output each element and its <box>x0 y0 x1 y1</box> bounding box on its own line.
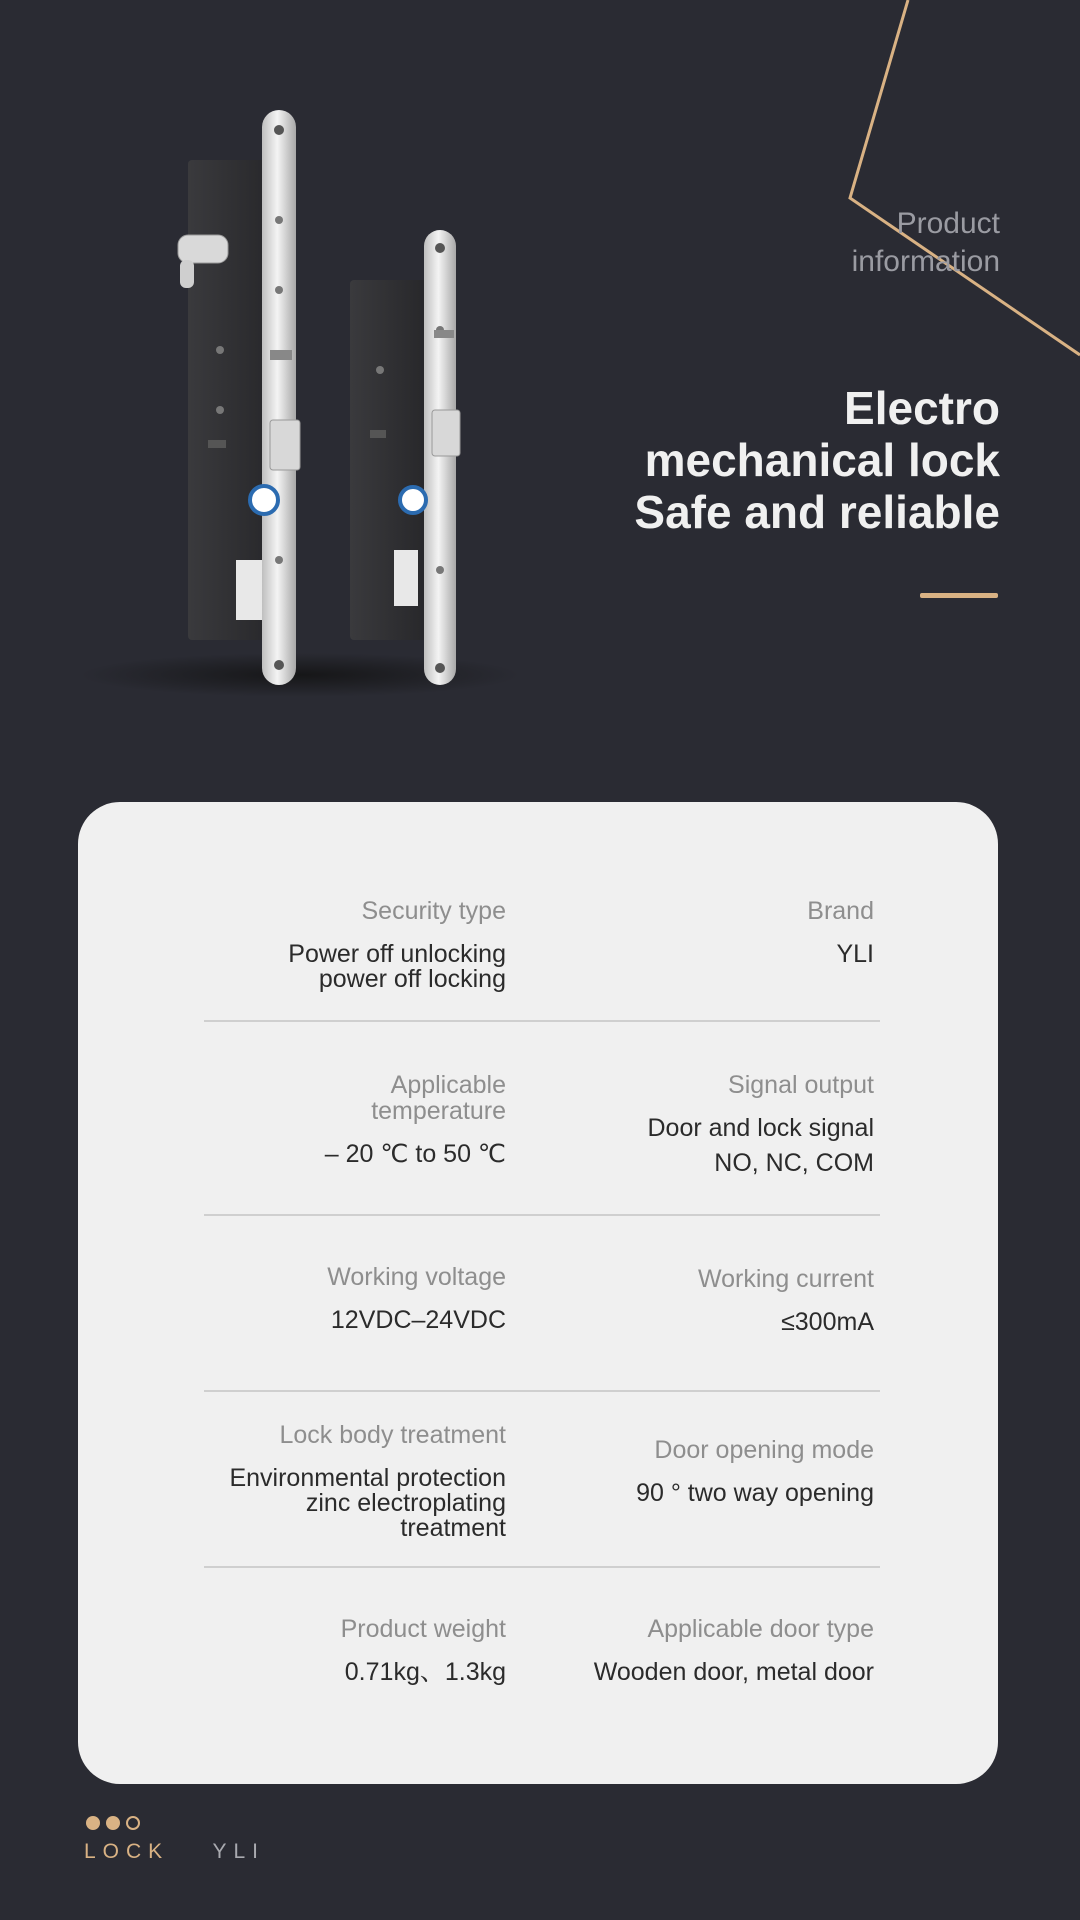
spec-row <box>204 1022 880 1216</box>
spec-item-working-voltage <box>206 1264 506 1333</box>
spec-value <box>206 1660 506 1685</box>
spec-label-line: Security type <box>361 897 506 925</box>
spec-value-line: 12VDC–24VDC <box>330 1306 506 1334</box>
spec-label-line: Signal output <box>728 1071 874 1099</box>
spec-label-line: Product weight <box>340 1615 506 1643</box>
spec-label <box>206 1072 506 1124</box>
spec-label-line: temperature <box>371 1097 506 1125</box>
spec-value <box>206 1466 506 1541</box>
spec-row <box>204 1568 880 1718</box>
spec-item-door-opening-mode <box>574 1437 874 1506</box>
spec-item-lock-body-treatment <box>206 1422 506 1541</box>
spec-value <box>574 942 874 967</box>
spec-value <box>574 1310 874 1335</box>
spec-value-line: ≤300mA <box>781 1308 874 1336</box>
spec-item-security-type <box>206 898 506 992</box>
hero-title <box>480 382 1000 538</box>
spec-value-line: Power off unlocking <box>288 940 506 968</box>
spec-label <box>574 898 874 924</box>
product-info-line: information <box>851 245 1000 278</box>
footer-lock-word: LOCK <box>84 1840 170 1863</box>
spec-label <box>206 1616 506 1642</box>
product-image <box>60 90 530 710</box>
product-info-line: Product <box>896 207 1000 240</box>
spec-item-working-current <box>574 1266 874 1335</box>
hero-title-line: Electro <box>844 382 1000 434</box>
product-information-label <box>740 205 1000 281</box>
spec-value-line: zinc electroplating <box>305 1489 506 1517</box>
spec-label-line: Applicable door type <box>647 1615 874 1643</box>
spec-value-line: Environmental protection <box>229 1464 506 1492</box>
spec-value-line: Door and lock signal <box>647 1114 874 1142</box>
spec-label <box>574 1437 874 1463</box>
spec-label-line: Working voltage <box>327 1263 506 1291</box>
brand-footer <box>84 1840 265 1864</box>
spec-label-line: Lock body treatment <box>279 1421 506 1449</box>
spec-label-line: Working current <box>698 1265 874 1293</box>
spec-value-line: 0.71kg、1.3kg <box>344 1658 506 1686</box>
spec-label-line: Door opening mode <box>654 1436 874 1464</box>
spec-label <box>206 1422 506 1448</box>
spec-item-applicable-temperature <box>206 1072 506 1167</box>
spec-value <box>206 1142 506 1167</box>
spec-label-line: Brand <box>807 897 874 925</box>
spec-item-product-weight <box>206 1616 506 1685</box>
spec-value-line: YLI <box>836 940 874 968</box>
spec-label-line: Applicable <box>390 1071 506 1099</box>
page-dot-active[interactable] <box>86 1816 100 1830</box>
spec-label <box>206 1264 506 1290</box>
spec-item-brand <box>574 898 874 967</box>
spec-value <box>206 942 506 992</box>
spec-label <box>574 1072 874 1098</box>
spec-row <box>204 1392 880 1568</box>
spec-value-line: 90 ° two way opening <box>636 1479 874 1507</box>
spec-label <box>574 1616 874 1642</box>
spec-value-line: treatment <box>400 1514 506 1542</box>
spec-label <box>206 898 506 924</box>
spec-value <box>574 1660 874 1685</box>
page-dot-active[interactable] <box>106 1816 120 1830</box>
spec-item-applicable-door-type <box>574 1616 874 1685</box>
title-underline <box>920 593 998 598</box>
footer-brand: YLI <box>212 1840 266 1863</box>
spec-label <box>574 1266 874 1292</box>
spec-value-line: Wooden door, metal door <box>593 1658 874 1686</box>
spec-value-line: NO, NC, COM <box>714 1149 874 1177</box>
spec-value-line: power off locking <box>318 965 506 993</box>
spec-value <box>574 1116 874 1176</box>
spec-row <box>204 1216 880 1392</box>
spec-row <box>204 898 880 1022</box>
spec-card <box>78 802 998 1784</box>
spec-value <box>574 1481 874 1506</box>
hero-title-line: Safe and reliable <box>634 486 1000 538</box>
spec-item-signal-output <box>574 1072 874 1176</box>
spec-value-line: – 20 ℃ to 50 ℃ <box>324 1140 506 1168</box>
spec-value <box>206 1308 506 1333</box>
page-dot[interactable] <box>126 1816 140 1830</box>
hero-title-line: mechanical lock <box>644 434 1000 486</box>
